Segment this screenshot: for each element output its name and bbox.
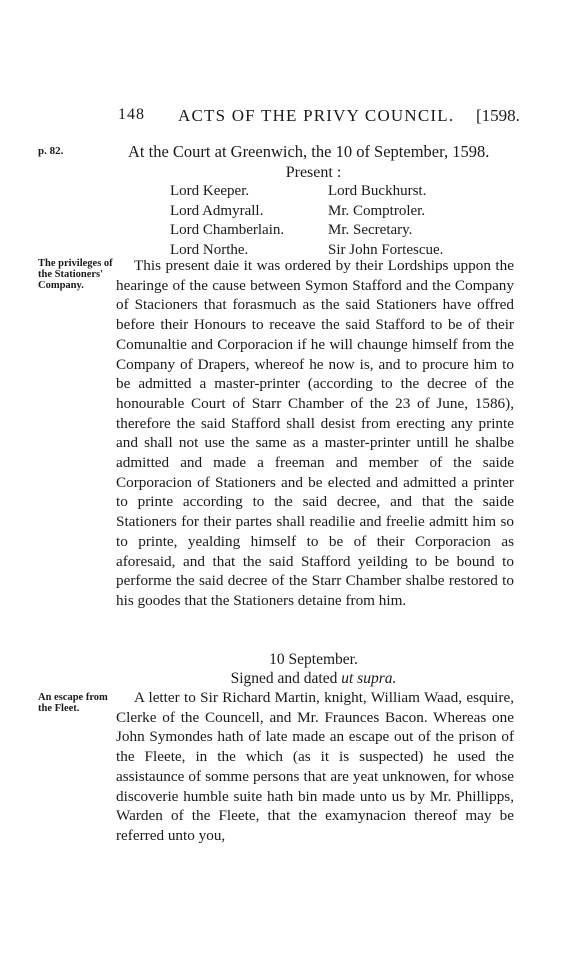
order-paragraph: This present daie it was ordered by their Lordships uppon the hearinge of the cause between Symon Stafford and the Company of Stacioners that forasmuch as the said Stationers have offred before their Honours to receave the said Stafford to be of their Comunaltie and Corporacion if he will chaunge himself from the Company of Drapers, whereof he now is, and to procure him to be admitted a master-printer (according to the decree of the honourable Court of Starr Chamber of the 23 of June, 1586), therefore the said Stafford shall desist from erecting any printe and shall not use the same as a master-printer untill he shalbe admitted and made a freeman and member of the saide Corporacion of Stationers and be elected and admitted a printer to printe according to the said decree, and that the saide Stationers for their partes shall readilie and freelie admitt him so to printe, yealding himself to be of their Corporacion as aforesaid, and that the said Stafford yeilding to be bound to performe the said decree of the Starr Chamber shalbe restored to his goodes that the Stationers detaine from him.	[116, 257, 514, 609]
margin-note-escape: An escape from the Fleet.	[38, 692, 108, 714]
member-name: Sir John Fortescue.	[328, 241, 444, 258]
member-name: Mr. Secretary.	[328, 222, 413, 238]
members-row	[170, 221, 490, 241]
member-name: Lord Buckhurst.	[328, 183, 427, 199]
signed-text: Signed and dated	[230, 670, 338, 687]
member-name: Lord Admyrall.	[170, 202, 264, 219]
members-row	[170, 182, 490, 202]
signed-italic: ut supra.	[341, 670, 397, 687]
court-heading: At the Court at Greenwich, the 10 of September, 1598.	[128, 142, 490, 161]
members-list	[170, 182, 490, 260]
letter-paragraph: A letter to Sir Richard Martin, knight, William Waad, esquire, Clerke of the Councell, and Mr. Fraunces Bacon. Whereas one John Symondes hath of late made an escape out of the prison of the Fleete, in the which (as it is suspected) he used the assistaunce of somme persons that are yeat unknowen, for whose discoverie humble suite hath bin made unto us by Mr. Phillipps, Warden of the Fleete, that the examynacion thereof may be referred unto you,	[116, 689, 514, 844]
member-name: Lord Northe.	[170, 241, 249, 258]
member-name: Lord Keeper.	[170, 183, 250, 199]
page-reference: p. 82.	[38, 145, 64, 157]
page-number: 148	[118, 106, 145, 123]
running-title: ACTS OF THE PRIVY COUNCIL.	[178, 106, 455, 125]
member-name: Lord Chamberlain.	[170, 222, 285, 238]
members-row	[170, 202, 490, 222]
running-year: [1598.	[476, 106, 520, 125]
running-header	[0, 106, 567, 130]
signed-line	[0, 670, 567, 688]
present-label: Present :	[285, 164, 342, 181]
margin-note-stationers: The privileges of the Stationers' Company.	[38, 258, 113, 291]
member-name: Mr. Comptroler.	[328, 202, 426, 219]
date-line: 10 September.	[269, 651, 358, 668]
